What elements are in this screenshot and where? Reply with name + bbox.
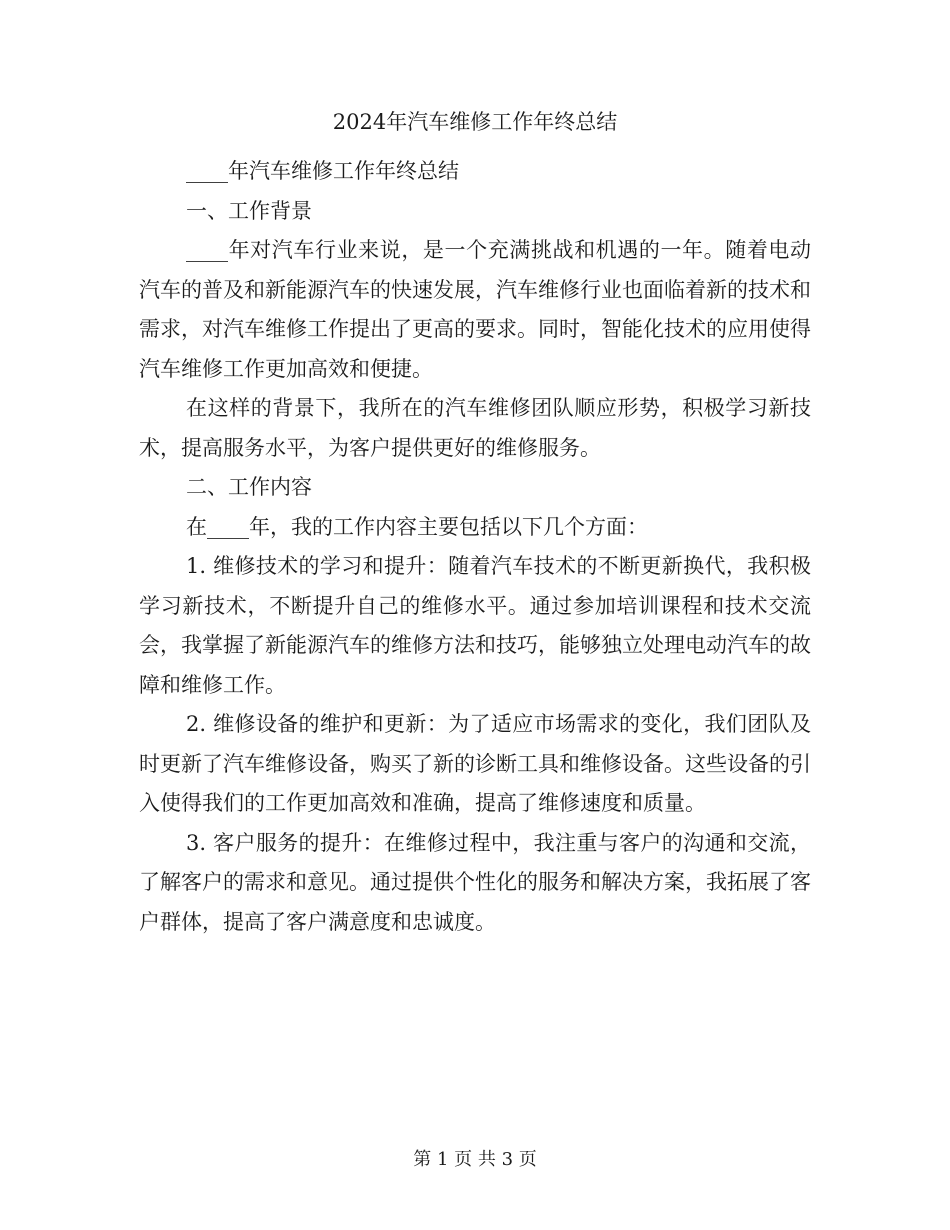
section-heading-background: 一、工作背景 (186, 198, 312, 223)
work-item-2: 2. 维修设备的维护和更新：为了适应市场需求的变化，我们团队及时更新了汽车维修设备，购买了新的诊断工具和维修设备。这些设备的引入使得我们的工作更加高效和准确，提高了维修速度和质量。 (139, 712, 811, 815)
document-body (139, 152, 811, 942)
subtitle-paragraph: ____年汽车维修工作年终总结 (186, 159, 459, 183)
work-item-3: 3. 客户服务的提升：在维修过程中，我注重与客户的沟通和交流，了解客户的需求和意见。通过提供个性化的服务和解决方案，我拓展了客户群体，提高了客户满意度和忠诚度。 (139, 830, 811, 934)
page-number-footer: 第 1 页 共 3 页 (413, 1149, 537, 1170)
work-item-1: 1. 维修技术的学习和提升：随着汽车技术的不断更新换代，我积极学习新技术，不断提升自己的维修水平。通过参加培训课程和技术交流会，我掌握了新能源汽车的维修方法和技巧，能够独立处理电动汽车的故障和维修工作。 (139, 554, 811, 697)
work-content-intro: 在____年，我的工作内容主要包括以下几个方面： (186, 514, 648, 539)
background-paragraph-2: 在这样的背景下，我所在的汽车维修团队顺应形势，积极学习新技术，提高服务水平，为客户提供更好的维修服务。 (139, 396, 811, 460)
section-heading-work-content: 二、工作内容 (186, 475, 312, 499)
document-title: 2024年汽车维修工作年终总结 (332, 110, 618, 134)
background-paragraph-1: ____年对汽车行业来说，是一个充满挑战和机遇的一年。随着电动汽车的普及和新能源汽车的快速发展，汽车维修行业也面临着新的技术和需求，对汽车维修工作提出了更高的要求。同时，智能化技术的应用使得汽车维修工作更加高效和便捷。 (139, 238, 811, 381)
